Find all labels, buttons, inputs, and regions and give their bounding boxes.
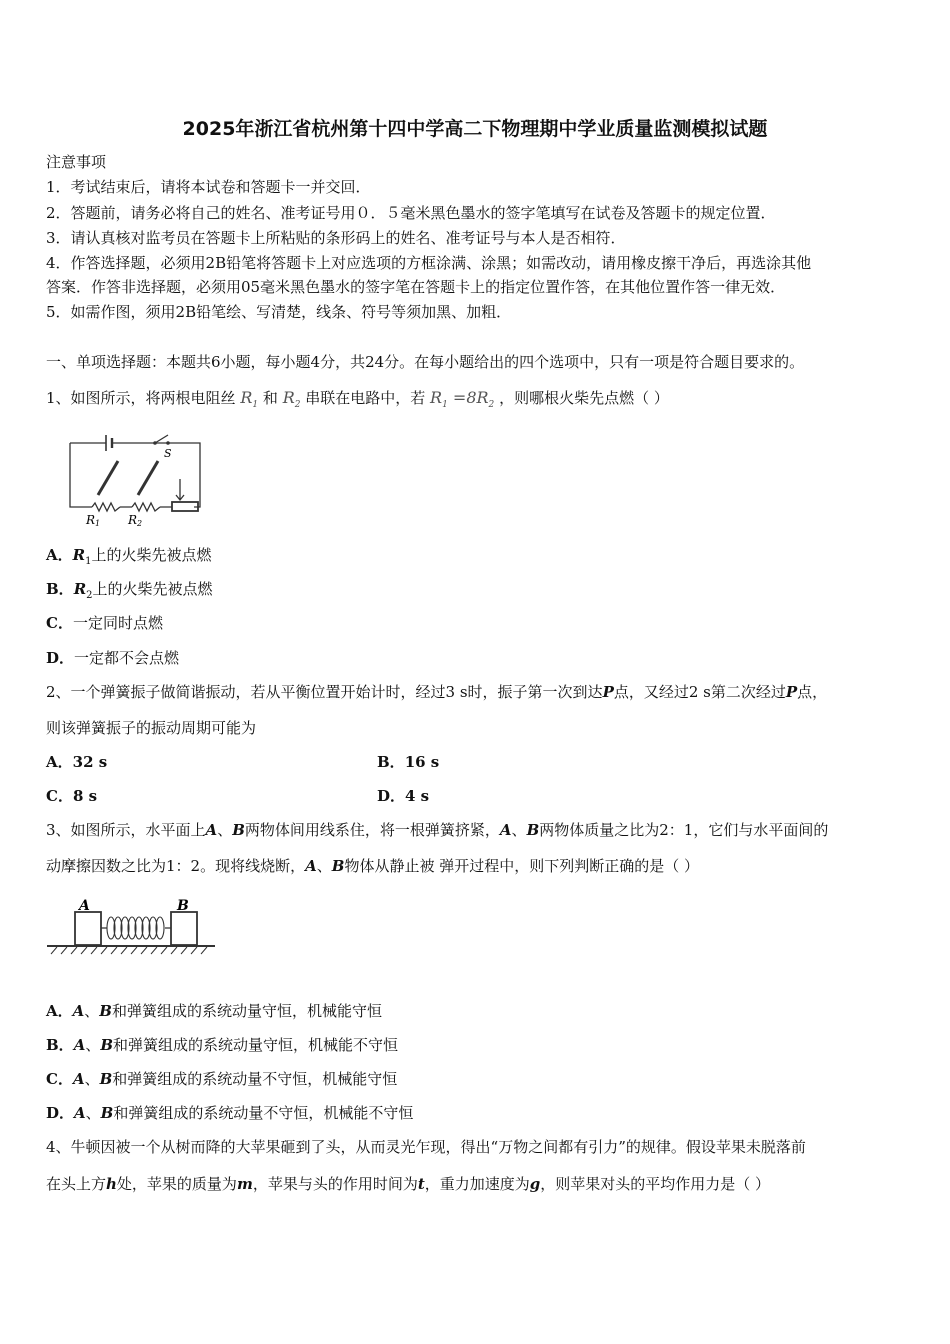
q1-option-a: A．$R_1$上的火柴先被点燃	[46, 546, 212, 567]
block-b-label: B	[177, 898, 189, 914]
q1-stem: 1、如图所示，将两根电阻丝 $R_1$ 和 $R_2$ 串联在电路中，若 $R_1 =8R_2$ ，则哪根火柴先点燃（ ）	[46, 388, 669, 411]
page-title: 2025年浙江省杭州第十四中学高二下物理期中学业质量监测模拟试题	[182, 118, 768, 140]
q1-option-d: D．一定都不会点燃	[46, 649, 180, 667]
resistor-r2	[132, 503, 160, 511]
notice-item-4: 4．作答选择题，必须用2B铅笔将答题卡上对应选项的方框涂满、涂黑；如需改动，请用橡皮擦干净后，再选涂其他	[46, 254, 812, 272]
notice-heading: 注意事项	[46, 153, 107, 171]
q2-stem-line2: 则该弹簧振子的振动周期可能为	[46, 719, 257, 737]
q1-option-c: C．一定同时点燃	[46, 614, 163, 632]
q3-option-b: B．A、B和弹簧组成的系统动量守恒，机械能不守恒	[46, 1036, 399, 1054]
q3-spring-figure	[45, 894, 220, 966]
notice-item-2: 2．答题前，请务必将自己的姓名、准考证号用０．５毫米黑色墨水的签字笔填写在试卷及答题卡的规定位置．	[46, 204, 776, 222]
resistor-r1	[92, 503, 120, 511]
fig-label-r1: R1	[86, 513, 101, 528]
block-b	[171, 912, 197, 945]
q1-r2-symbol: $R_2$	[282, 388, 301, 411]
fig-label-r2: R2	[128, 513, 143, 528]
notice-item-4-cont: 答案．作答非选择题，必须用05毫米黑色墨水的签字笔在答题卡上的指定位置作答，在其他位置作答一律无效．	[46, 278, 786, 296]
section-heading: 一、单项选择题：本题共6小题，每小题4分，共24分。在每小题给出的四个选项中，只有一项是符合题目要求的。	[46, 353, 805, 371]
q2-option-b: B．16 s	[377, 753, 440, 771]
q3-stem-line2: 动摩擦因数之比为1：2。现将线烧断，A、B物体从静止被 弹开过程中，则下列判断正确的是（ ）	[46, 857, 699, 875]
q2-option-d: D．4 s	[377, 787, 430, 805]
q3-option-a: A．A、B和弹簧组成的系统动量守恒，机械能守恒	[46, 1002, 382, 1020]
switch-label: S	[164, 447, 172, 460]
notice-item-5: 5．如需作图，须用2B铅笔绘、写清楚，线条、符号等须加黑、加粗．	[46, 303, 512, 321]
match-2	[138, 461, 158, 495]
notice-item-3: 3．请认真核对监考员在答题卡上所粘贴的条形码上的姓名、准考证号与本人是否相符．	[46, 229, 626, 247]
q1-circuit-figure	[60, 425, 210, 530]
q4-stem-line1: 4、牛顿因被一个从树而降的大苹果砸到了头，从而灵光乍现，得出“万物之间都有引力”的规律。假设苹果未脱落前	[46, 1138, 806, 1156]
q1-option-b: B．$R_2$上的火柴先被点燃	[46, 580, 213, 601]
q4-stem-line2: 在头上方h处，苹果的质量为m，苹果与头的作用时间为t，重力加速度为g，则苹果对头的平均作用力是（ ）	[46, 1175, 771, 1193]
notice-item-1: 1．考试结束后，请将本试卷和答题卡一并交回．	[46, 178, 371, 196]
match-1	[98, 461, 118, 495]
q2-option-a: A．32 s	[46, 753, 108, 771]
spring-coils	[107, 917, 164, 939]
q1-r1-symbol: $R_1$	[240, 388, 259, 411]
q2-stem-line1: 2、一个弹簧振子做简谐振动，若从平衡位置开始计时，经过3 s时，振子第一次到达P点，又经过2 s第二次经过P点，	[46, 683, 828, 701]
block-a-label: A	[79, 898, 90, 914]
q2-option-c: C．8 s	[46, 787, 98, 805]
q1-equation: $R_1 =8R_2$	[430, 388, 495, 411]
ground-hatch	[51, 947, 207, 954]
q3-option-c: C．A、B和弹簧组成的系统动量不守恒，机械能守恒	[46, 1070, 398, 1088]
q3-stem-line1: 3、如图所示，水平面上A、B两物体间用线系住，将一根弹簧挤紧，A、B两物体质量之比为2：1，它们与水平面间的	[46, 821, 829, 839]
switch-blade	[155, 435, 168, 443]
rheostat-slider	[176, 479, 184, 500]
block-a	[75, 912, 101, 945]
q3-option-d: D．A、B和弹簧组成的系统动量不守恒，机械能不守恒	[46, 1104, 414, 1122]
